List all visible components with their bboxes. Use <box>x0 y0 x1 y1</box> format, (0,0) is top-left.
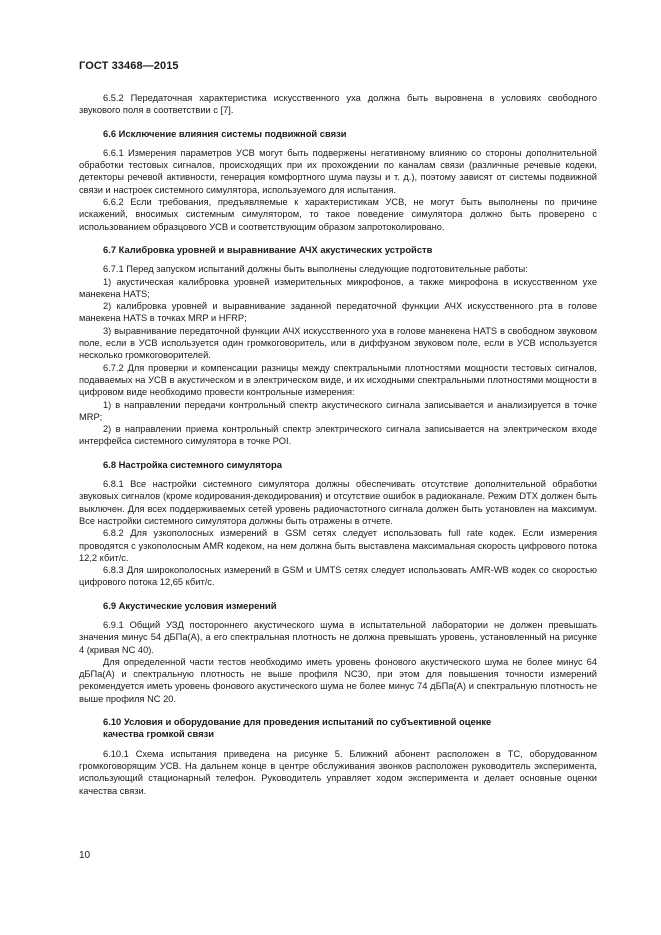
document-header: ГОСТ 33468—2015 <box>79 60 179 72</box>
section-heading <box>79 716 597 741</box>
paragraph: 2) в направлении приема контрольный спектр электрического сигнала записывается на электрическом входе интерфейса системного симулятора в точке POI. <box>79 424 597 447</box>
section-heading-line: 6.10 Условия и оборудование для проведения испытаний по субъективной оценке <box>103 716 492 728</box>
paragraph: 6.6.2 Если требования, предъявляемые к характеристикам УСВ, не могут быть выполнены по причине искажений, вносимых системным симулятором, то такое поведение симулятора должно быть проверено с использованием образцового УСВ и соответствующим образом запротоколировано. <box>79 197 597 232</box>
section-heading: 6.7 Калибровка уровней и выравнивание АЧХ акустических устройств <box>103 243 433 255</box>
paragraph: 6.5.2 Передаточная характеристика искусственного уха должна быть выровнена в условиях свободного звукового поля в соответствии с [7]. <box>79 93 597 116</box>
paragraph: 6.8.3 Для широкополосных измерений в GSM и UMTS сетях следует использовать AMR-WB кодек со скоростью цифрового потока 12,65 кбит/с. <box>79 565 597 588</box>
paragraph: 6.9.1 Общий УЗД постороннего акустического шума в испытательной лаборатории не должен превышать значения минус 54 дБПа(А), а его спектральная плотность не должна превышать уровень, установленный на рисунке 4 (кривая NC 40). <box>79 619 597 655</box>
paragraph: 1) акустическая калибровка уровней измерительных микрофонов, а также микрофона в искусственном ухе манекена HATS; <box>79 276 597 299</box>
paragraph: 6.7.1 Перед запуском испытаний должны быть выполнены следующие подготовительные работы: <box>103 264 528 275</box>
paragraph: 3) выравнивание передаточной функции АЧХ искусственного уха в голове манекена HATS в свободном звуковом поле, если в УСВ используется один громкоговоритель, или в диффузном звуковом поле, если в УСВ используется несколько громкоговорителей. <box>79 325 597 361</box>
paragraph: 2) калибровка уровней и выравнивание заданной передаточной функции АЧХ искусственного рта в голове манекена HATS в точках MRP и HFRP; <box>79 301 597 324</box>
section-heading: 6.6 Исключение влияния системы подвижной связи <box>103 127 347 139</box>
paragraph: 6.8.1 Все настройки системного симулятора должны обеспечивать отсутствие дополнительной обработки звуковых сигналов (кроме кодирования-декодирования) и отсутствие ошибок в радиоканале. Режим DTX должен быть выключен. Для всех поддерживаемых сетей уровень радиочастотного сигнала должен быть установлен на максимум. Все настройки системного симулятора должны быть отражены в отчете. <box>79 479 597 526</box>
paragraph: 6.10.1 Схема испытания приведена на рисунке 5. Ближний абонент расположен в ТС, оборудованном громкоговорящим УСВ. На дальнем конце в центре обслуживания звонков расположен руководитель эксперимента, использующий стационарный телефон. Руководитель управляет ходом эксперимента и делает основные оценки качества связи. <box>79 748 597 796</box>
paragraph: 1) в направлении передачи контрольный спектр акустического сигнала записывается и анализируется в точке MRP; <box>79 399 597 422</box>
page-number: 10 <box>79 850 91 861</box>
paragraph: Для определенной части тестов необходимо иметь уровень фонового акустического шума не более минус 64 дБПа(А) и спектральную плотность не выше профиля NC30, при этом для повышения точности измерений рекомендуется иметь уровень фонового акустического шума не более минус 74 дБПа(А) и спектральную плотность не выше профиля NC 20. <box>79 656 597 704</box>
paragraph: 6.6.1 Измерения параметров УСВ могут быть подвержены негативному влиянию со стороны дополнительной обработки тестовых сигналов, происходящих при их прохождении по каналам связи (различные речевые кодеки, детекторы речевой активности, генерация комфортного шума паузы и т. д.), поэтому зависят от системы подвижной связи и настроек системного симулятора, используемого для испытания. <box>79 147 597 195</box>
section-heading: 6.9 Акустические условия измерений <box>103 599 277 611</box>
section-heading: 6.8 Настройка системного симулятора <box>103 458 282 470</box>
document-body <box>79 92 597 797</box>
paragraph: 6.7.2 Для проверки и компенсации разницы между спектральными плотностями мощности тестовых сигналов, подаваемых на УСВ в акустическом и в электрическом виде, и их исходными спектральными плотностями мощности в цифровом виде необходимо провести контрольные измерения: <box>79 362 597 398</box>
section-heading-line: качества громкой связи <box>103 728 215 740</box>
paragraph: 6.8.2 Для узкополосных измерений в GSM сетях следует использовать full rate кодек. Если измерения проводятся с узкополосным AMR кодеком, на нем должна быть выставлена максимальная скорость цифрового потока 12,2 кбит/с. <box>79 528 597 563</box>
